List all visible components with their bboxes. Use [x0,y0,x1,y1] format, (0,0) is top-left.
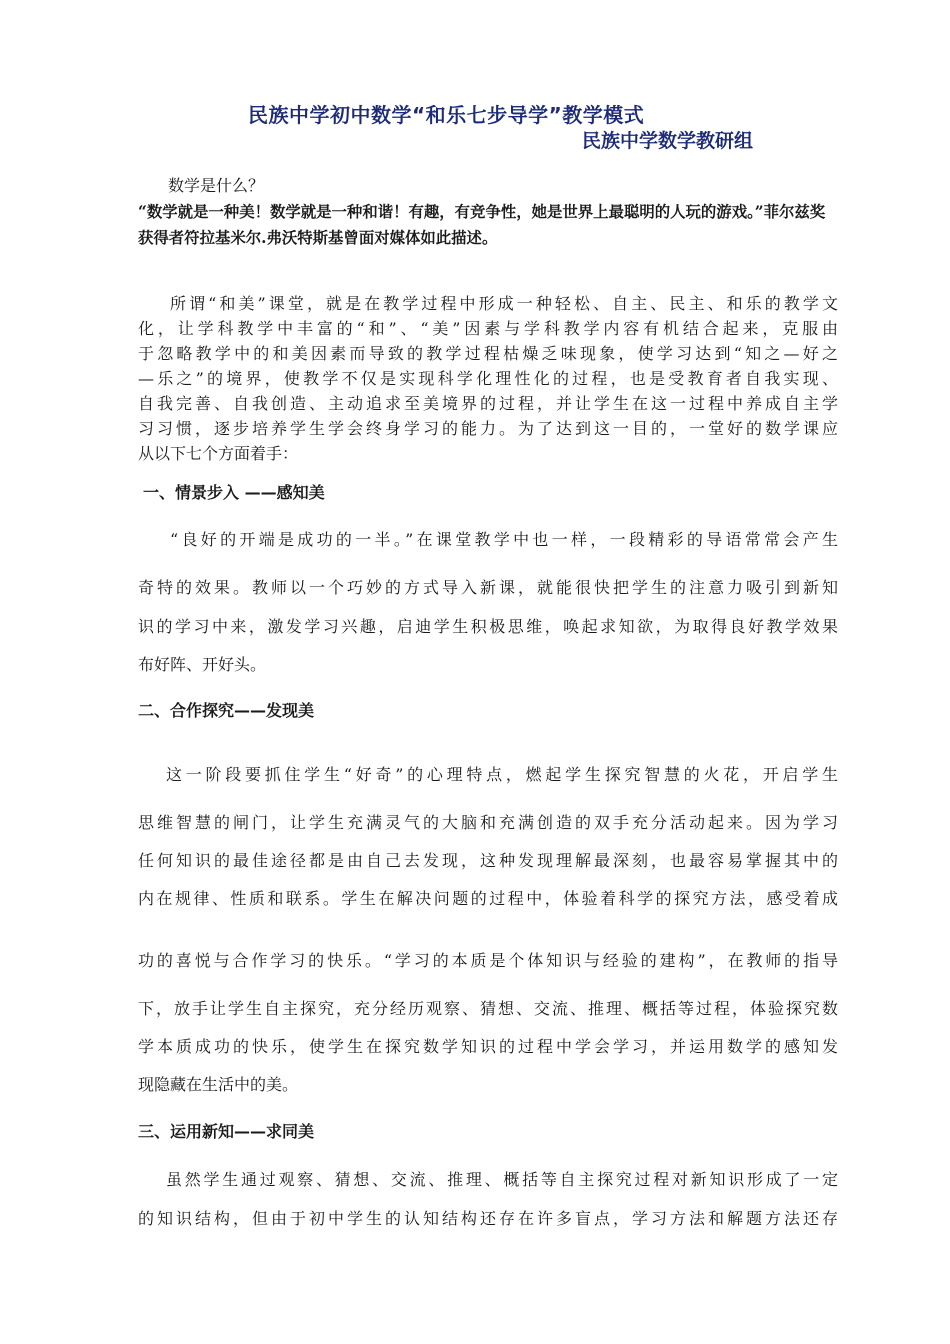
section1-line: “良好的开端是成功的一半。”在课堂教学中也一样，一段精彩的导语常常会产生 [170,530,838,549]
section-heading-1: 一、情景步入 ——感知美 [143,483,325,502]
section3-line: 的知识结构，但由于初中学生的认知结构还存在许多盲点，学习方法和解题方法还存 [138,1209,838,1228]
intro-line: 习习惯，逐步培养学生学会终身学习的能力。为了达到这一目的，一堂好的数学课应 [138,419,838,438]
section1-line: 奇特的效果。教师以一个巧妙的方式导入新课，就能很快把学生的注意力吸引到新知 [138,578,838,597]
intro-line: 所谓“和美”课堂，就是在教学过程中形成一种轻松、自主、民主、和乐的教学文 [170,294,838,313]
section2-line: 现隐藏在生活中的美。 [138,1075,299,1094]
intro-line: 于忽略教学中的和美因素而导致的教学过程枯燥乏味现象，使学习达到“知之—好之 [138,344,838,363]
section3-line: 虽然学生通过观察、猜想、交流、推理、概括等自主探究过程对新知识形成了一定 [166,1170,838,1189]
section2-line: 学本质成功的快乐，使学生在探究数学知识的过程中学会学习，并运用数学的感知发 [138,1037,838,1056]
section1-line: 识的学习中来，激发学习兴趣，启迪学生积极思维，唤起求知欲，为取得良好教学效果 [138,617,838,636]
section2-line: 功的喜悦与合作学习的快乐。“学习的本质是个体知识与经验的建构”，在教师的指导 [138,951,838,970]
section2-line: 下，放手让学生自主探究，充分经历观察、猜想、交流、推理、概括等过程，体验探究数 [138,999,838,1018]
section1-line: 布好阵、开好头。 [138,655,267,674]
intro-line: 化，让学科教学中丰富的“和”、“美”因素与学科教学内容有机结合起来，克服由 [138,319,838,338]
section2-line: 思维智慧的闸门，让学生充满灵气的大脑和充满创造的双手充分活动起来。因为学习 [138,813,838,832]
intro-line: 从以下七个方面着手： [138,444,299,463]
intro-line: —乐之”的境界，使教学不仅是实现科学化理性化的过程，也是受教育者自我实现、 [138,369,838,388]
quote-paragraph: “数学就是一种美！数学就是一种和谐！有趣，有竞争性，她是世界上最聪明的人玩的游戏。”菲尔兹奖获得者符拉基米尔.弗沃特斯基曾面对媒体如此描述。 [138,203,826,247]
section2-line: 任何知识的最佳途径都是由自己去发现，这种发现理解最深刻，也最容易掌握其中的 [138,851,838,870]
document-title: 民族中学初中数学“和乐七步导学”教学模式 [248,103,645,127]
section-heading-3: 三、运用新知——求同美 [138,1122,315,1141]
section2-line: 这一阶段要抓住学生“好奇”的心理特点，燃起学生探究智慧的火花，开启学生 [166,765,838,784]
question-text: 数学是什么？ [168,176,265,195]
document-subtitle: 民族中学数学教研组 [582,130,754,152]
section2-line: 内在规律、性质和联系。学生在解决问题的过程中，体验着科学的探究方法，感受着成 [138,889,838,908]
section-heading-2: 二、合作探究——发现美 [138,701,315,720]
intro-line: 自我完善、自我创造、主动追求至美境界的过程，并让学生在这一过程中养成自主学 [138,394,838,413]
